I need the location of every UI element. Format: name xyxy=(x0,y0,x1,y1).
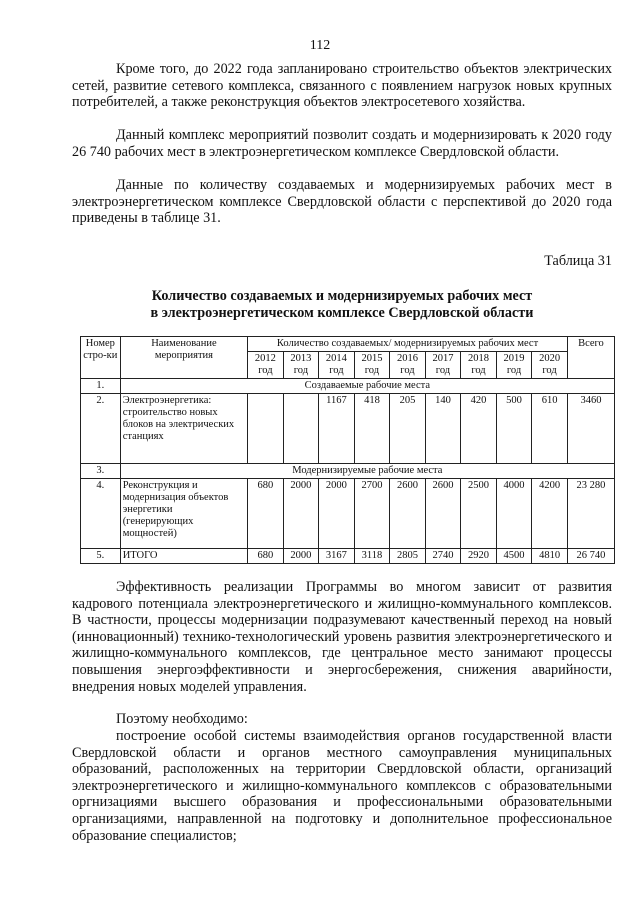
total-cell: 26 740 xyxy=(567,549,614,564)
table-title-line-2: в электроэнергетическом комплексе Свердловской области xyxy=(150,305,534,321)
table-row xyxy=(81,379,615,394)
value-cell: 2600 xyxy=(425,479,461,549)
header-year: 2015 год xyxy=(354,352,390,379)
header-year: 2014 год xyxy=(319,352,355,379)
value-cell xyxy=(248,394,284,464)
row-number: 3. xyxy=(81,464,121,479)
row-number: 2. xyxy=(81,394,121,464)
value-cell: 3167 xyxy=(319,549,355,564)
value-cell: 2500 xyxy=(461,479,497,549)
value-cell: 205 xyxy=(390,394,426,464)
table-label: Таблица 31 xyxy=(544,253,612,269)
value-cell: 4500 xyxy=(496,549,532,564)
value-cell: 2700 xyxy=(354,479,390,549)
activity-name: Реконструкция и модернизация объектов энергетики (генерирующих мощностей) xyxy=(120,479,247,549)
value-cell: 2000 xyxy=(283,479,319,549)
activity-name: Электроэнергетика: строительство новых блоков на электрических станциях xyxy=(120,394,247,464)
table-title-line-1: Количество создаваемых и модернизируемых рабочих мест xyxy=(151,288,533,304)
workplaces-table xyxy=(80,336,615,564)
table-title xyxy=(72,288,612,322)
section-heading: Создаваемые рабочие места xyxy=(120,379,614,394)
value-cell: 500 xyxy=(496,394,532,464)
header-activity-name: Наименование мероприятия xyxy=(120,337,247,379)
value-cell: 2600 xyxy=(390,479,426,549)
value-cell: 420 xyxy=(461,394,497,464)
page-number: 112 xyxy=(309,38,331,53)
value-cell: 2805 xyxy=(390,549,426,564)
value-cell: 680 xyxy=(248,479,284,549)
paragraph: Данный комплекс мероприятий позволит создать и модернизировать к 2020 году 26 740 рабочих мест в электроэнергетическом комплексе Свердловской области. xyxy=(72,127,612,160)
header-year: 2013 год xyxy=(283,352,319,379)
value-cell: 610 xyxy=(532,394,568,464)
table-row xyxy=(81,394,615,464)
table-row xyxy=(81,464,615,479)
header-year: 2020 год xyxy=(532,352,568,379)
paragraph: Кроме того, до 2022 года запланировано строительство объектов электрических сетей, развитие сетевого комплекса, связанного с появлением нагрузок новых крупных потребителей, а также реконструкция объектов электросетевого хозяйства. xyxy=(72,61,612,111)
value-cell: 2920 xyxy=(461,549,497,564)
header-total: Всего xyxy=(567,337,614,379)
total-cell: 3460 xyxy=(567,394,614,464)
paragraph: Эффективность реализации Программы во многом зависит от развития кадрового потенциала электроэнергетического и жилищно-коммунального комплексов. В частности, процессы модернизации подразумевают качественный переход на новый (инновационный) технико-технологический уровень развития электроэнергетического и жилищно-коммунального комплексов, где центральное место занимают процессы повышения энергоэффективности и энергосбережения, снижения аварийности, внедрения новых моделей управления. xyxy=(72,579,612,695)
row-number: 1. xyxy=(81,379,121,394)
activity-name: ИТОГО xyxy=(120,549,247,564)
table-row xyxy=(81,549,615,564)
header-year: 2016 год xyxy=(390,352,426,379)
header-workplaces-count: Количество создаваемых/ модернизируемых рабочих мест xyxy=(248,337,568,352)
header-year: 2017 год xyxy=(425,352,461,379)
row-number: 5. xyxy=(81,549,121,564)
table-row xyxy=(81,479,615,549)
total-cell: 23 280 xyxy=(567,479,614,549)
header-year: 2019 год xyxy=(496,352,532,379)
value-cell: 2000 xyxy=(319,479,355,549)
section-heading: Модернизируемые рабочие места xyxy=(120,464,614,479)
value-cell: 2740 xyxy=(425,549,461,564)
value-cell: 4000 xyxy=(496,479,532,549)
value-cell: 2000 xyxy=(283,549,319,564)
value-cell: 1167 xyxy=(319,394,355,464)
value-cell: 4200 xyxy=(532,479,568,549)
header-row-number: Номер стро-ки xyxy=(81,337,121,379)
value-cell: 4810 xyxy=(532,549,568,564)
header-year: 2012 год xyxy=(248,352,284,379)
value-cell: 418 xyxy=(354,394,390,464)
value-cell: 3118 xyxy=(354,549,390,564)
paragraph: построение особой системы взаимодействия органов государственной власти Свердловской области и органов местного самоуправления муниципальных образований, расположенных на территории Свердловской области, организаций электроэнергетического и жилищно-коммунального комплексов с образовательными оргнизациями высшего образования и профессиональными образовательными организациями, направленной на подготовку и дополнительное профессиональное образование специалистов; xyxy=(72,728,612,844)
row-number: 4. xyxy=(81,479,121,549)
value-cell: 680 xyxy=(248,549,284,564)
value-cell xyxy=(283,394,319,464)
paragraph: Поэтому необходимо: xyxy=(116,711,248,727)
value-cell: 140 xyxy=(425,394,461,464)
header-year: 2018 год xyxy=(461,352,497,379)
paragraph: Данные по количеству создаваемых и модернизируемых рабочих мест в электроэнергетическом комплексе Свердловской области с перспективой до 2020 года приведены в таблице 31. xyxy=(72,177,612,227)
